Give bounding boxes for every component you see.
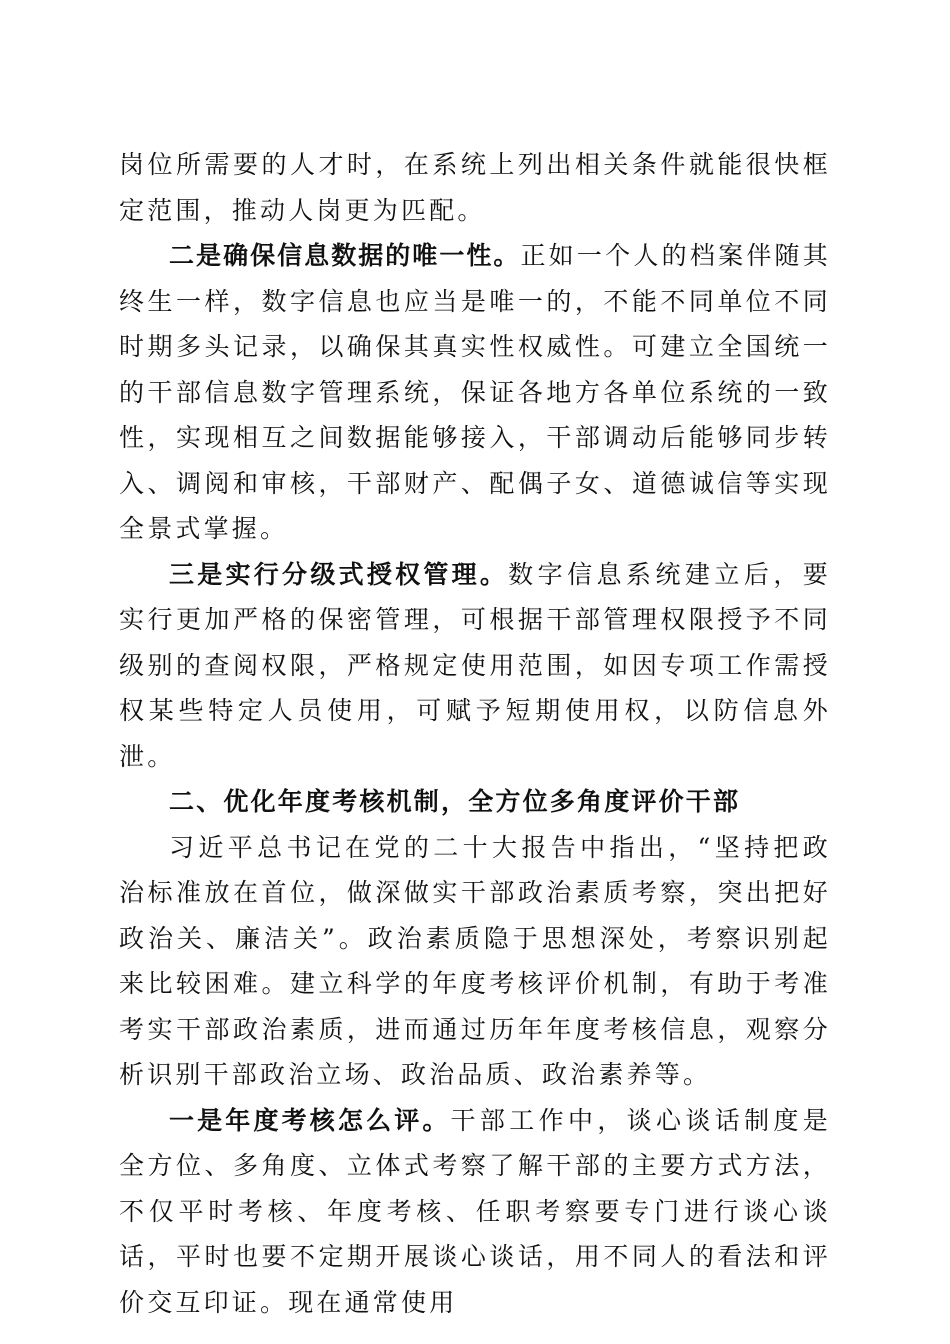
paragraph-text: 干部工作中，谈心谈话制度是全方位、多角度、立体式考察了解干部的主要方式方法，不仅平时考核、年度考核、任职考察要专门进行谈心谈话，平时也要不定期开展谈心谈话，用不同人的看法和评价交互印证。现在通常使用 <box>119 1105 831 1317</box>
paragraph-item-uniqueness <box>119 233 831 552</box>
paragraph-continuation <box>119 142 831 233</box>
paragraph-text: 正如一个人的档案伴随其终生一样，数字信息也应当是唯一的，不能不同单位不同时期多头记录，以确保其真实性权威性。可建立全国统一的干部信息数字管理系统，保证各地方各单位系统的一致性，实现相互之间数据能够接入，干部调动后能够同步转入、调阅和审核，干部财产、配偶子女、道德诚信等实现全景式掌握。 <box>119 241 831 543</box>
paragraph-text: 习近平总书记在党的二十大报告中指出，“坚持把政治标准放在首位，做深做实干部政治素质考察，突出把好政治关、廉洁关”。政治素质隐于思想深处，考察识别起来比较困难。建立科学的年度考核评价机制，有助于考准考实干部政治素质，进而通过历年年度考核信息，观察分析识别干部政治立场、政治品质、政治素养等。 <box>119 832 831 1089</box>
paragraph-lead: 二是确保信息数据的唯一性。 <box>169 241 521 270</box>
paragraph-body <box>119 825 831 1098</box>
paragraph-item-authorization <box>119 552 831 780</box>
paragraph-text: 数字信息系统建立后，要实行更加严格的保密管理，可根据干部管理权限授予不同级别的查阅权限，严格规定使用范围，如因专项工作需授权某些特定人员使用，可赋予短期使用权，以防信息外泄。 <box>119 559 831 771</box>
paragraph-text: 岗位所需要的人才时，在系统上列出相关条件就能很快框定范围，推动人岗更为匹配。 <box>119 150 831 225</box>
section-heading <box>119 779 831 825</box>
document-body <box>119 142 831 1325</box>
paragraph-lead: 三是实行分级式授权管理。 <box>169 559 509 589</box>
paragraph-lead: 一是年度考核怎么评。 <box>169 1105 451 1135</box>
section-heading-text: 二、优化年度考核机制，全方位多角度评价干部 <box>169 787 741 816</box>
paragraph-item-evaluation <box>119 1098 831 1326</box>
